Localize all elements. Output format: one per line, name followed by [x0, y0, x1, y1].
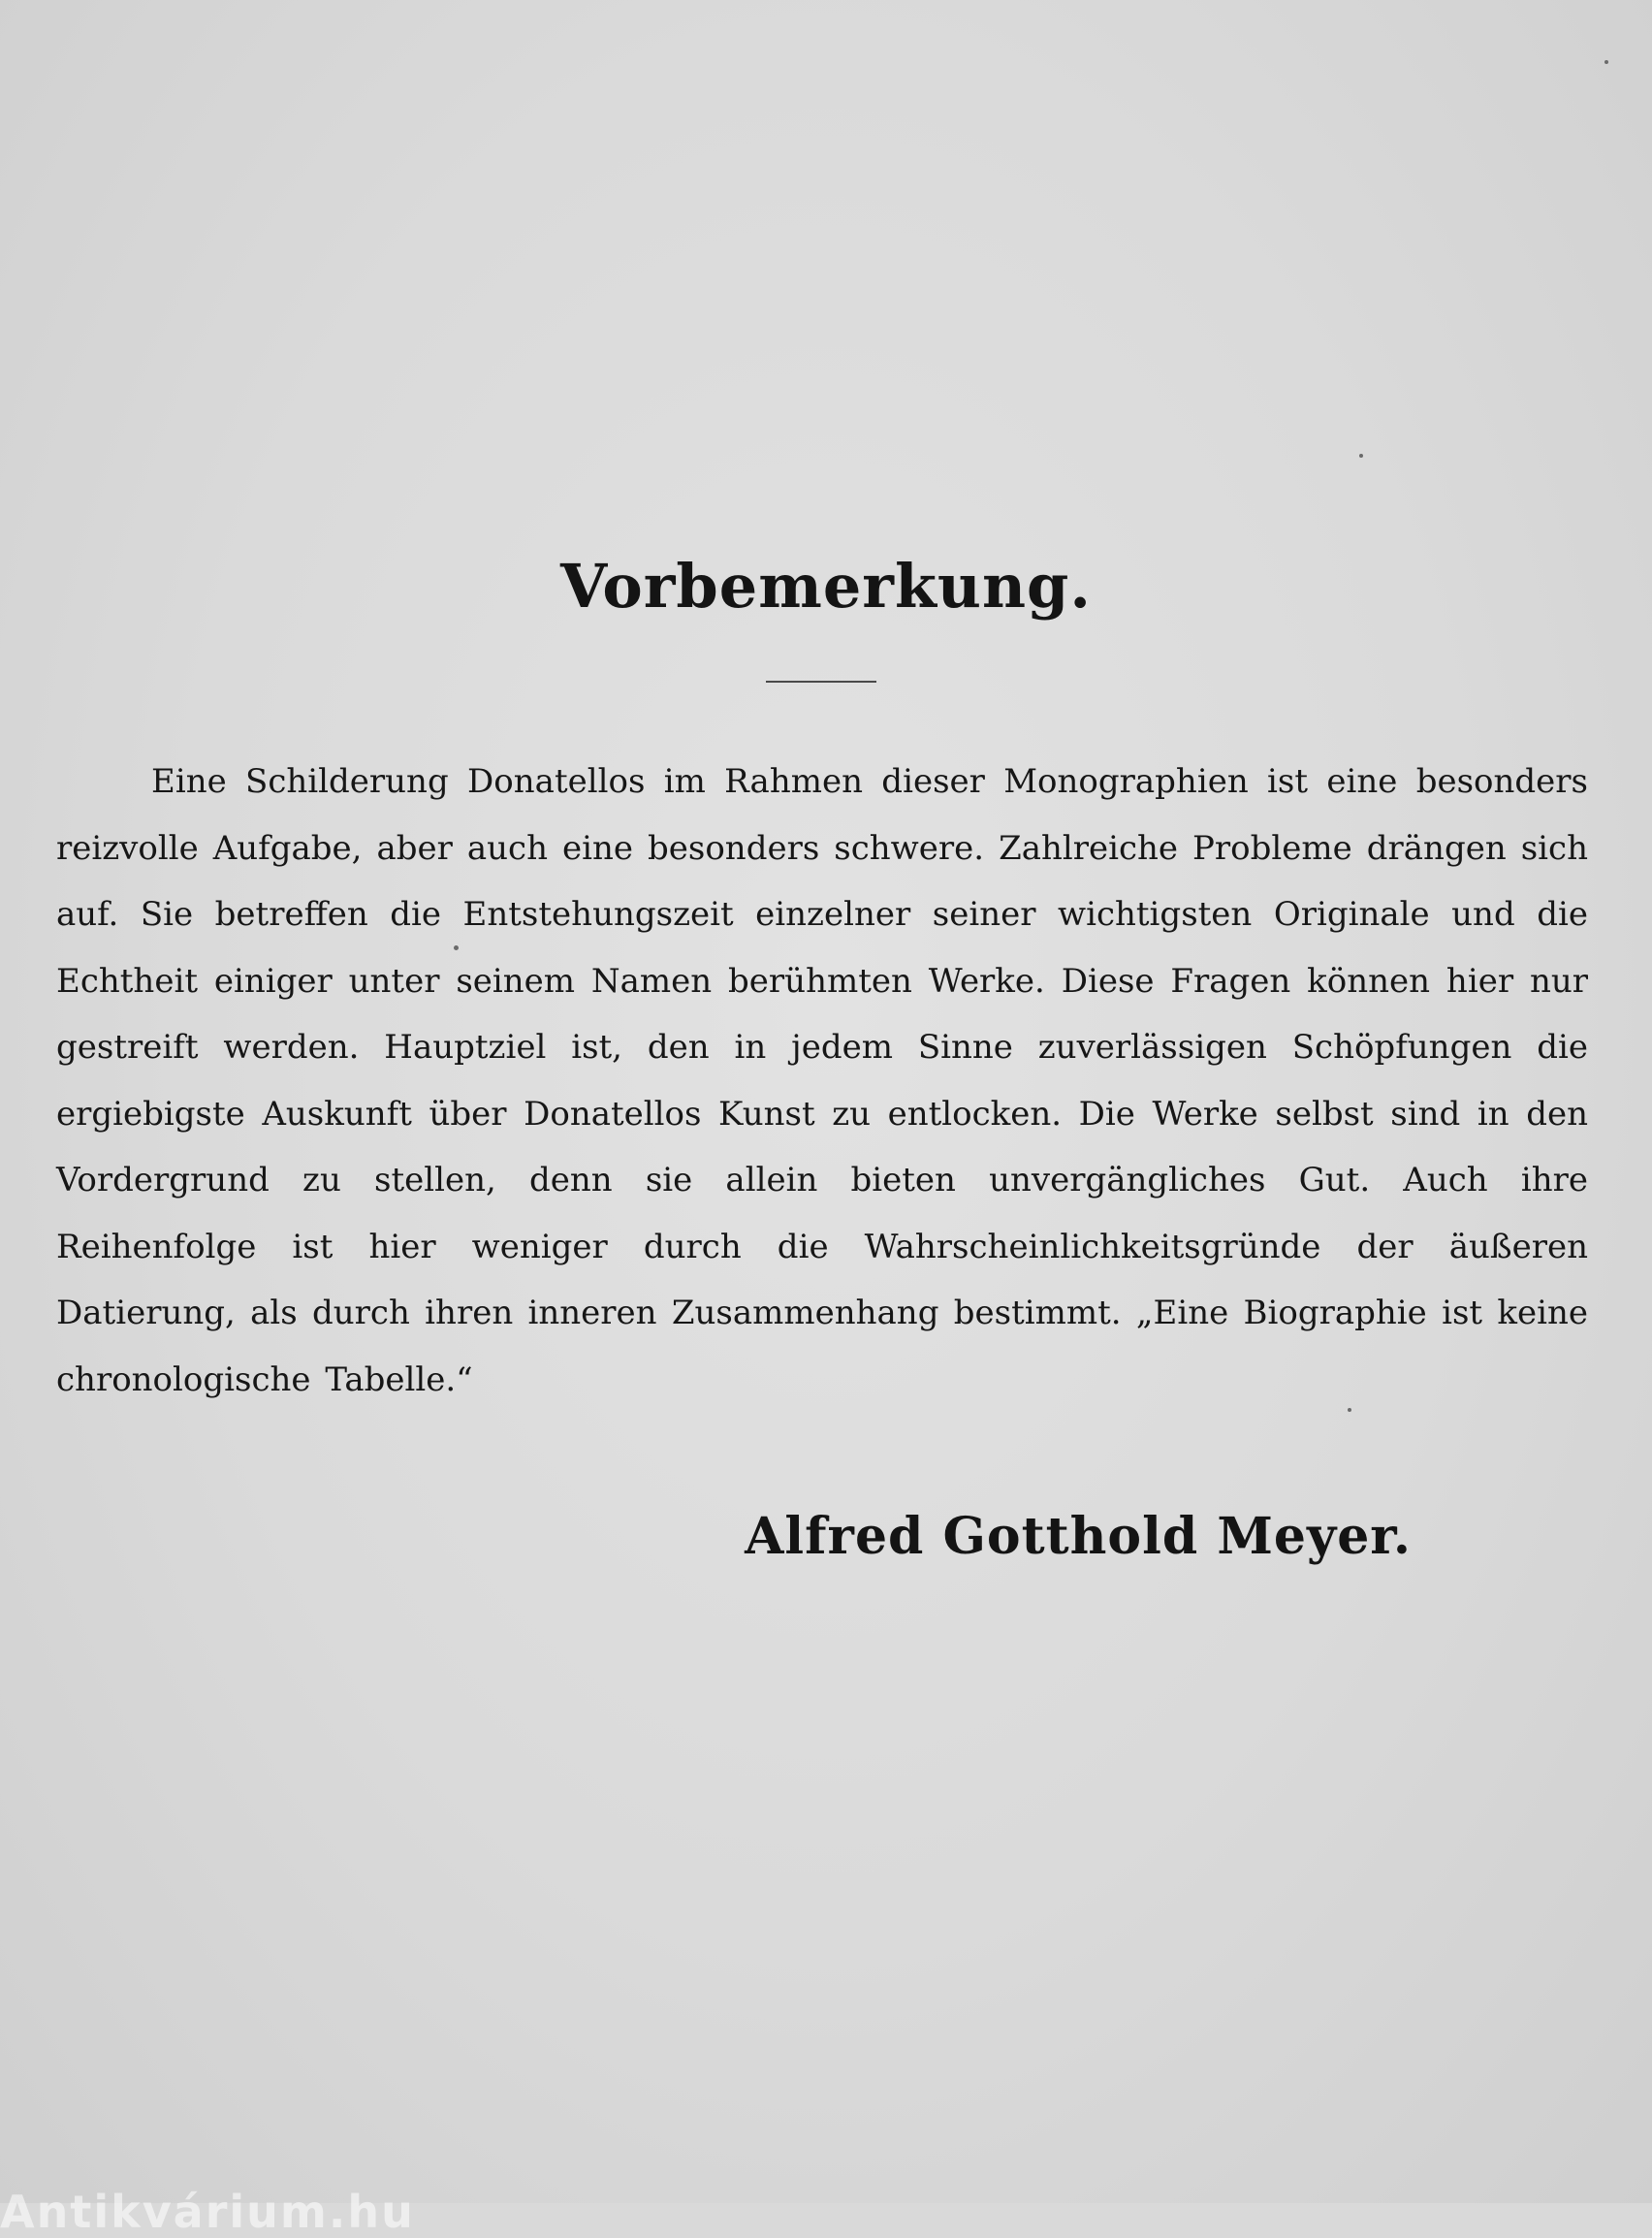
paper-speck	[1359, 454, 1363, 458]
paper-speck	[1604, 60, 1608, 64]
author-signature: Alfred Gotthold Meyer.	[745, 1507, 1412, 1566]
paper-speck	[1348, 1408, 1351, 1412]
watermark-text: Antikvárium.hu	[0, 2186, 415, 2238]
page-title: Vorbemerkung.	[560, 551, 1092, 622]
preface-paragraph: Eine Schilderung Donatellos im Rahmen dieser Monographien ist eine besonders reizvolle Aufgabe, aber auch eine besonders schwere. Zahlreiche Probleme drängen sich auf. Sie betreffen die Entstehungszeit einzelner seiner wichtigsten Originale und die Echtheit einiger unter seinem Namen berühmten Werke. Diese Fragen können hier nur gestreift werden. Hauptziel ist, den in jedem Sinne zuverlässigen Schöpfungen die ergiebigste Auskunft über Donatellos Kunst zu entlocken. Die Werke selbst sind in den Vordergrund zu stellen, denn sie allein bieten unvergängliches Gut. Auch ihre Reihenfolge ist hier weniger durch die Wahrscheinlichkeitsgründe der äußeren Datierung, als durch ihren inneren Zusammenhang bestimmt. „Eine Biographie ist keine chronologische Tabelle.“	[56, 762, 1588, 1399]
watermark-logo	[0, 2186, 415, 2238]
paper-speck	[454, 945, 459, 950]
title-divider	[766, 681, 876, 683]
